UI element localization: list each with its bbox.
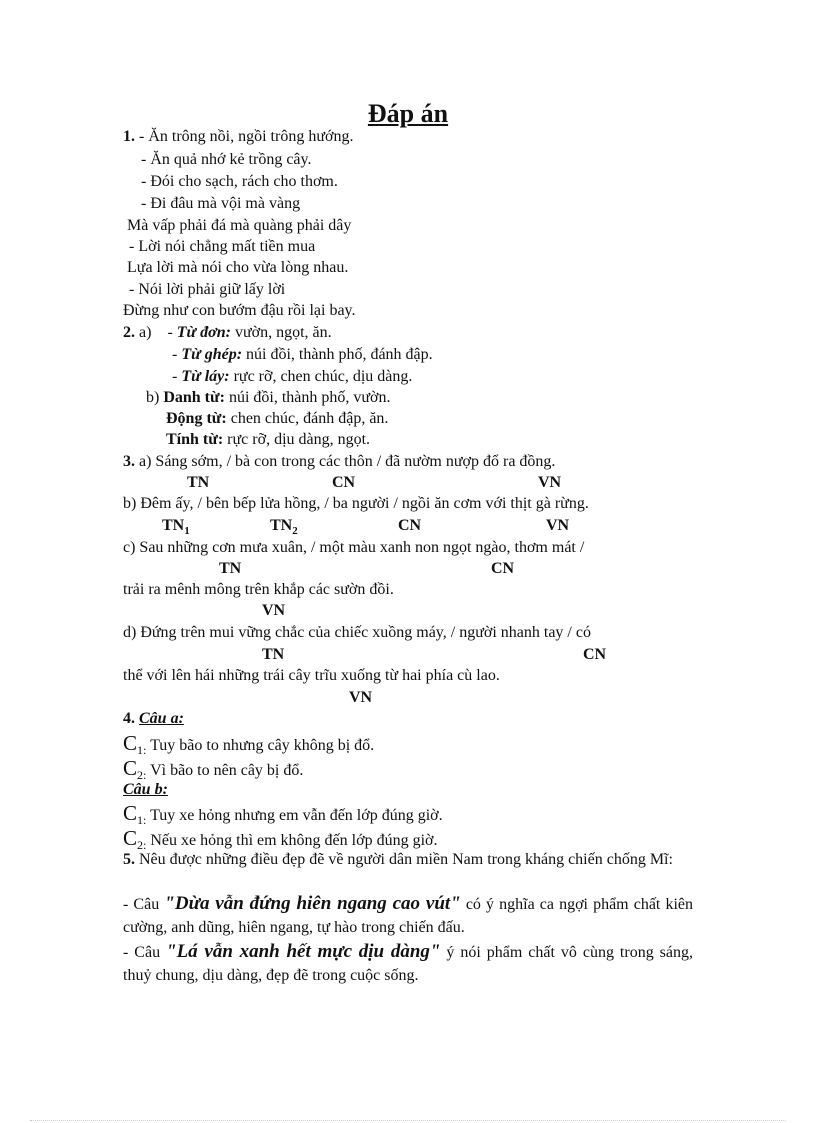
q2-tu-lay: - Từ láy: rực rỡ, chen chúc, dịu dàng. (172, 368, 413, 385)
q3b-tn2-label: $TN_2$ (270, 517, 298, 538)
q3c-vn-label: VN (262, 602, 286, 619)
q1-line-7: Lựa lời mà nói cho vừa lòng nhau. (127, 259, 349, 276)
q1-line-6: - Lời nói chẳng mất tiền mua (129, 238, 316, 255)
q3-sentence-d1: d) Đứng trên mui vững chắc của chiếc xuồng máy, / người nhanh tay / có (123, 624, 591, 641)
q3-sentence-c2: trải ra mênh mông trên khắp các sườn đồi. (123, 581, 394, 598)
q4-cau-b-heading: Câu b: (123, 781, 168, 798)
q1-line-4: - Đi đâu mà vội mà vàng (141, 195, 301, 212)
q2-danh-tu: b) Danh từ: núi đồi, thành phố, vườn. (146, 389, 391, 406)
page-bottom-divider (30, 1120, 786, 1121)
q2-tinh-tu: Tính từ: rực rỡ, dịu dàng, ngọt. (166, 431, 371, 448)
q1-line-5: Mà vấp phải đá mà quàng phải dây (127, 217, 352, 234)
q1-line-9: Đừng như con bướm đậu rồi lại bay. (123, 302, 356, 319)
q3b-vn-label: VN (546, 517, 570, 534)
q5-paragraph-2: - Câu "Lá vẫn xanh hết mực dịu dàng" ý nói phẩm chất vô cùng trong sáng, thuỷ chung, dịu dàng, đẹp đẽ trong cuộc sống. (123, 941, 693, 984)
q3-sentence-b: b) Đêm ấy, / bên bếp lửa hồng, / ba người / ngồi ăn cơm với thịt gà rừng. (123, 495, 589, 512)
q2-tu-don: 2. a) - Từ đơn: vườn, ngọt, ăn. (123, 324, 332, 341)
q3a-tn-label: TN (187, 474, 210, 491)
q1-line-8: - Nói lời phải giữ lấy lời (129, 281, 286, 298)
q3d-vn-label: VN (349, 689, 373, 706)
q1-line-1: 1. - Ăn trông nồi, ngồi trông hướng. (123, 128, 354, 145)
q1-number: 1. (123, 128, 135, 145)
q1-line-2: - Ăn quả nhớ kẻ trồng cây. (141, 151, 312, 168)
q5-intro: 5. Nêu được những điều đẹp đẽ về người dân miền Nam trong kháng chiến chống Mĩ: (123, 851, 673, 868)
q5-paragraph-1: - Câu "Dừa vẫn đứng hiên ngang cao vút" có ý nghĩa ca ngợi phẩm chất kiên cường, anh dũng, hiên ngang, tự hào trong chiến đấu. (123, 893, 694, 936)
q3a-vn-label: VN (538, 474, 562, 491)
page-title: Đáp án (367, 99, 449, 128)
q4-cau-b-c2: $C_{2:}$ Nếu xe hỏng thì em không đến lớp đúng giờ. (123, 826, 438, 853)
q3d-tn-label: TN (262, 646, 285, 663)
q4-cau-a-heading: 4. Câu a: (123, 710, 184, 727)
q3b-cn-label: CN (398, 517, 422, 534)
q3-sentence-a: 3. a) Sáng sớm, / bà con trong các thôn / đã nườm nượp đổ ra đồng. (123, 453, 556, 470)
q3b-tn1-label: $TN_1$ (162, 517, 190, 538)
q3c-tn-label: TN (219, 560, 242, 577)
q3c-cn-label: CN (491, 560, 515, 577)
q2-dong-tu: Động từ: chen chúc, đánh đập, ăn. (166, 410, 389, 427)
q3-sentence-c1: c) Sau những cơn mưa xuân, / một màu xanh non ngọt ngào, thơm mát / (123, 539, 585, 556)
q3d-cn-label: CN (583, 646, 607, 663)
q1-line-3: - Đói cho sạch, rách cho thơm. (141, 173, 338, 190)
q4-cau-a-c1: $C_{1:}$ Tuy bão to nhưng cây không bị đổ. (123, 731, 375, 758)
q3-sentence-d2: thể với lên hái những trái cây trĩu xuống từ hai phía cù lao. (123, 667, 500, 684)
q2-tu-ghep: - Từ ghép: núi đồi, thành phố, đánh đập. (172, 346, 433, 363)
q3a-cn-label: CN (332, 474, 356, 491)
q4-cau-a-c2: $C_{2:}$ Vì bão to nên cây bị đổ. (123, 756, 304, 783)
q4-cau-b-c1: $C_{1:}$ Tuy xe hỏng nhưng em vẫn đến lớp đúng giờ. (123, 801, 443, 828)
